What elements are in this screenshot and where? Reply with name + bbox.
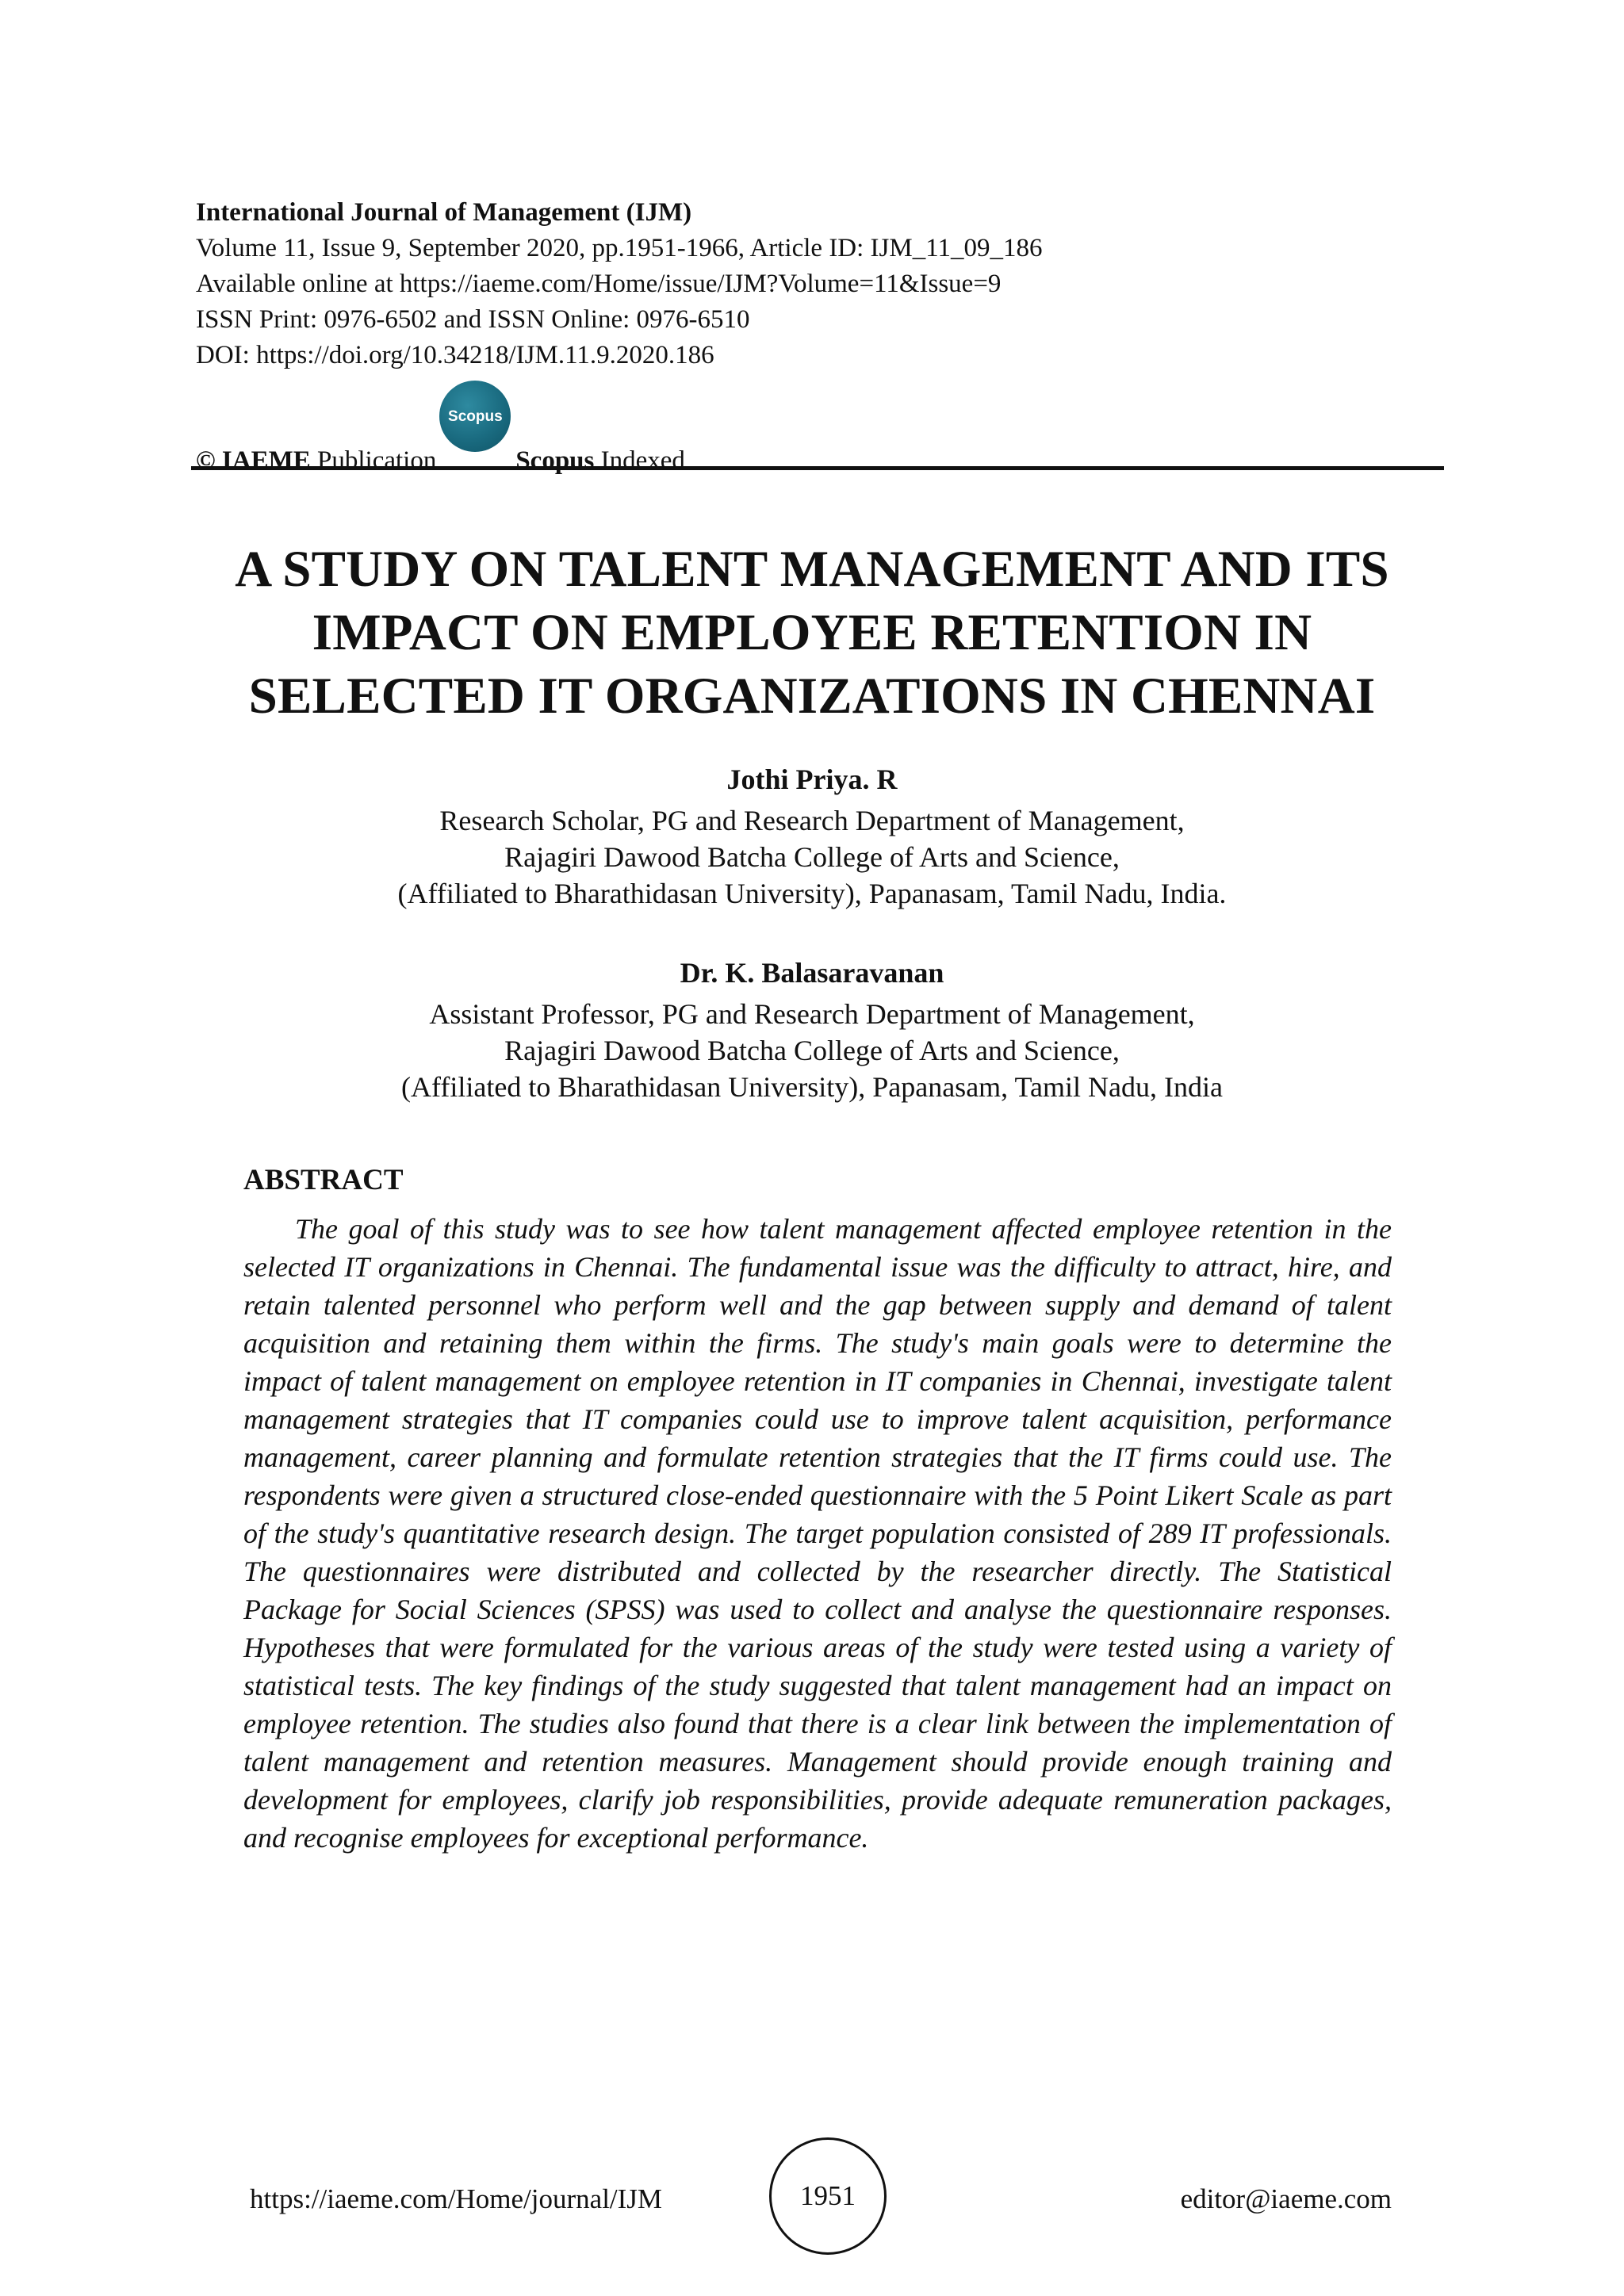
available-online: Available online at https://iaeme.com/Home/issue/IJM?Volume=11&Issue=9 — [196, 270, 1002, 298]
scopus-label: Scopus — [515, 446, 595, 475]
author-name: Jothi Priya. R — [726, 763, 898, 795]
footer-url: https://iaeme.com/Home/journal/IJM — [250, 2183, 663, 2214]
abstract-body: The goal of this study was to see how talent management affected employee retention in the selected IT organizations in Chennai. The fundamental issue was the difficulty to attract, hire, and retain talented personnel who perform well and the gap between supply and demand of talent acquisition and retaining them within the firms. The study's main goals were to determine the impact of talent management on employee retention in IT companies in Chennai, investigate talent management strategies that IT companies could use to improve talent acquisition, performance management, career planning and formulate retention strategies that the IT firms could use. The respondents were given a structured close-ended questionnaire with the 5 Point Likert Scale as part of the study's quantitative research design. The target population consisted of 289 IT professionals. The questionnaires were distributed and collected by the researcher directly. The Statistical Package for Social Sciences (SPSS) was used to collect and analyse the questionnaire responses. Hypotheses that were formulated for the various areas of the study were tested using a variety of statistical tests. The key findings of the study suggested that talent management had an impact on employee retention. The studies also found that there is a clear link between the implementation of talent management and retention measures. Management should provide enough training and development for employees, clarify job responsibilities, provide adequate remuneration packages, and recognise employees for exceptional performance. — [243, 1213, 1392, 1854]
indexed-word: Indexed — [600, 446, 685, 475]
author-block-2 — [119, 955, 1505, 1105]
author-name: Dr. K. Balasaravanan — [680, 957, 944, 989]
title-line-2: IMPACT ON EMPLOYEE RETENTION IN — [312, 604, 1312, 661]
volume-info: Volume 11, Issue 9, September 2020, pp.1951-1966, Article ID: IJM_11_09_186 — [196, 234, 1043, 262]
journal-header — [196, 195, 1465, 373]
author-affiliation-line: (Affiliated to Bharathidasan University), Papanasam, Tamil Nadu, India — [401, 1071, 1223, 1103]
issn-info: ISSN Print: 0976-6502 and ISSN Online: 0976-6510 — [196, 305, 750, 334]
abstract-heading: ABSTRACT — [243, 1164, 404, 1196]
copyright-text: © IAEME — [196, 446, 311, 475]
author-affiliation-line: Rajagiri Dawood Batcha College of Arts and Science, — [504, 1035, 1120, 1066]
header-divider — [191, 466, 1444, 470]
publication-word: Publication — [317, 446, 437, 475]
doi-info: DOI: https://doi.org/10.34218/IJM.11.9.2020.186 — [196, 341, 714, 369]
title-line-3: SELECTED IT ORGANIZATIONS IN CHENNAI — [248, 668, 1376, 725]
author-affiliation-line: Research Scholar, PG and Research Department of Management, — [439, 805, 1185, 836]
author-affiliation-line: (Affiliated to Bharathidasan University), Papanasam, Tamil Nadu, India. — [397, 878, 1227, 909]
author-affiliation-line: Assistant Professor, PG and Research Department of Management, — [429, 998, 1195, 1030]
title-line-1: A STUDY ON TALENT MANAGEMENT AND ITS — [235, 541, 1389, 598]
author-affiliation-line: Rajagiri Dawood Batcha College of Arts and Science, — [504, 841, 1120, 873]
author-block-1 — [119, 761, 1505, 912]
page-number: 1951 — [769, 2137, 887, 2255]
scopus-logo-icon: Scopus — [439, 381, 511, 452]
footer-email: editor@iaeme.com — [1180, 2183, 1392, 2214]
journal-name: International Journal of Management (IJM) — [196, 198, 692, 227]
paper-title — [119, 538, 1505, 728]
